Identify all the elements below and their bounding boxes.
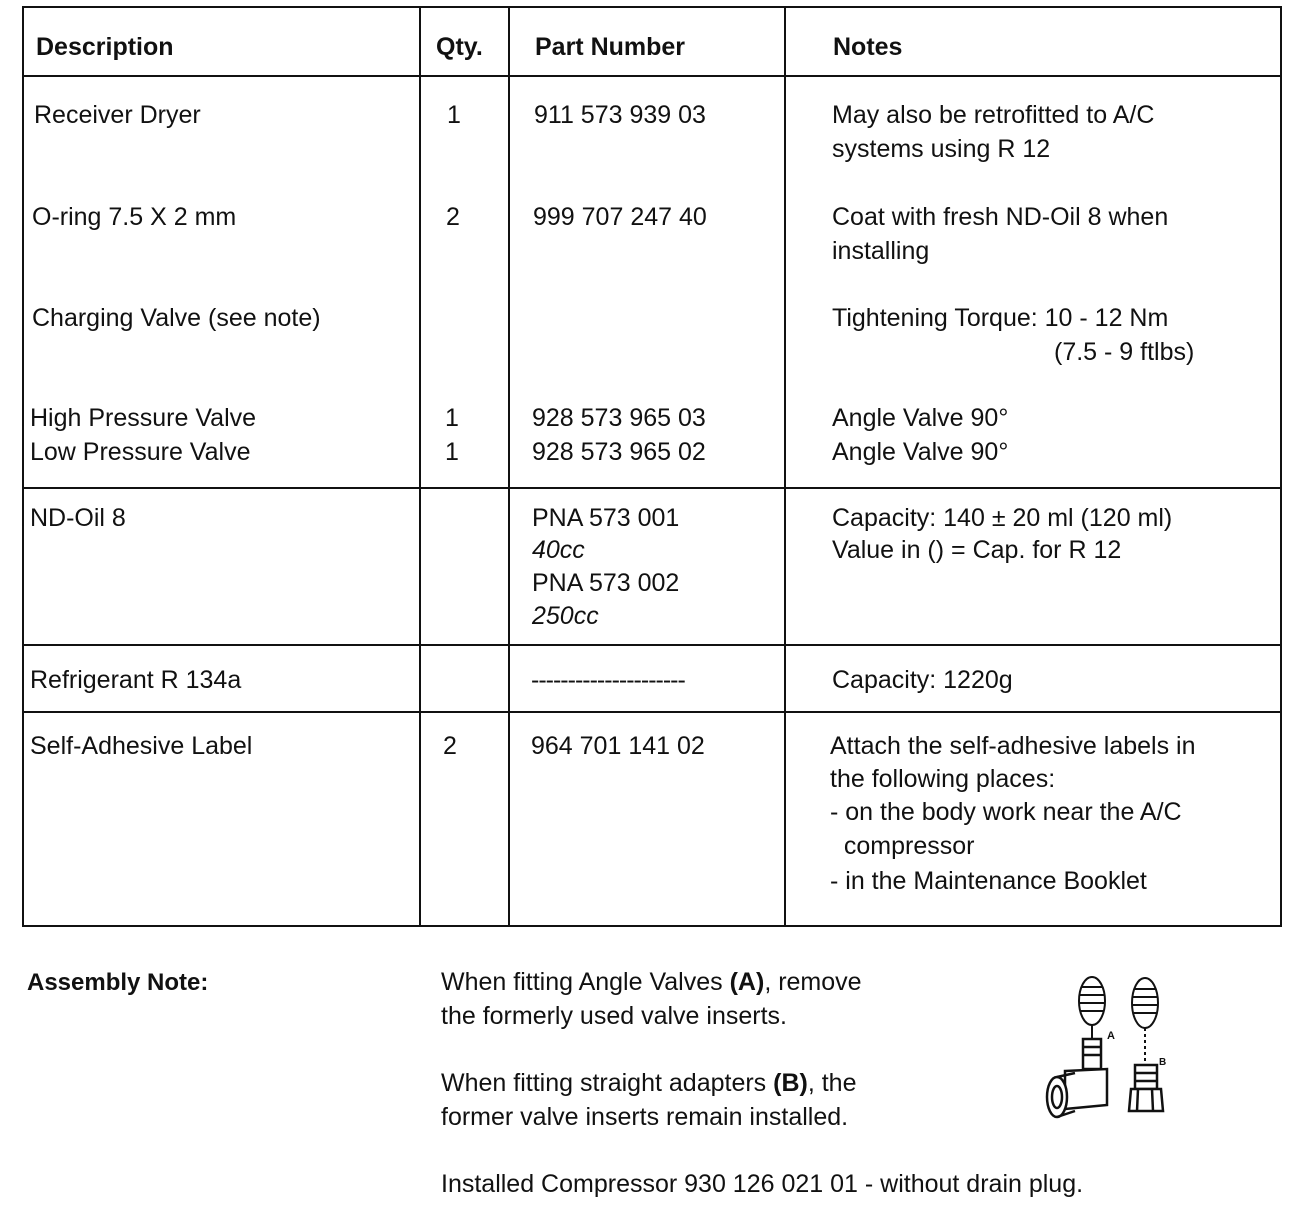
low-pressure-valve-description: Low Pressure Valve [30,438,251,466]
receiver-dryer-notes-line: May also be retrofitted to A/C [832,101,1155,129]
receiver-dryer-qty: 1 [447,101,461,129]
assembly-note-line: former valve inserts remain installed. [441,1103,849,1131]
charging-valve-notes-line: Tightening Torque: 10 - 12 Nm [832,304,1169,332]
low-pressure-valve-qty: 1 [445,438,459,466]
label-notes-line: - on the body work near the A/C [830,798,1182,826]
label-part-number: 964 701 141 02 [531,732,705,760]
nd-oil-size: 250cc [532,602,599,630]
angle-valve-icon [1047,1039,1107,1117]
receiver-dryer-part-number: 911 573 939 03 [534,101,706,129]
o-ring-qty: 2 [446,203,460,231]
straight-adapter-icon [1129,1065,1163,1111]
charging-valve-notes-line: (7.5 - 9 ftlbs) [1054,338,1195,366]
nd-oil-part-number: PNA 573 001 [532,504,680,532]
assembly-note-text: When fitting straight adapters [441,1069,774,1097]
assembly-note-title: Assembly Note: [27,969,209,996]
high-pressure-valve-notes: Angle Valve 90° [832,404,1009,432]
row-divider [24,487,1280,489]
row-divider [24,711,1280,713]
assembly-note-text: , the [807,1069,857,1097]
o-ring-notes-line: Coat with fresh ND-Oil 8 when [832,203,1169,231]
low-pressure-valve-part-number: 928 573 965 02 [532,438,706,466]
high-pressure-valve-qty: 1 [445,404,459,432]
header-notes: Notes [833,33,903,61]
nd-oil-size: 40cc [532,536,585,564]
row-divider [24,644,1280,646]
o-ring-description: O-ring 7.5 X 2 mm [32,203,237,231]
label-description: Self-Adhesive Label [30,732,253,760]
column-divider [784,8,786,927]
column-divider [419,8,421,927]
header-qty: Qty. [436,33,483,61]
receiver-dryer-notes-line: systems using R 12 [832,135,1051,163]
assembly-note-line: the formerly used valve inserts. [441,1002,787,1030]
high-pressure-valve-part-number: 928 573 965 03 [532,404,706,432]
assembly-note-paragraph [441,965,862,999]
nd-oil-description: ND-Oil 8 [30,504,126,532]
valve-insert-b-icon [1132,978,1158,1065]
callout-b: (B) [773,1069,808,1097]
high-pressure-valve-description: High Pressure Valve [30,404,257,432]
assembly-note-paragraph [441,1066,857,1100]
label-notes-line: - in the Maintenance Booklet [830,867,1147,895]
label-notes-line: the following places: [830,765,1056,793]
valve-insert-a-icon [1079,977,1105,1039]
low-pressure-valve-notes: Angle Valve 90° [832,438,1009,466]
illustration-label-a: A [1107,1030,1115,1042]
refrigerant-description: Refrigerant R 134a [30,666,242,694]
nd-oil-notes-line: Value in () = Cap. for R 12 [832,536,1122,564]
nd-oil-part-number: PNA 573 002 [532,569,680,597]
refrigerant-notes: Capacity: 1220g [832,666,1013,694]
assembly-note-text: , remove [764,968,862,996]
nd-oil-notes-line: Capacity: 140 ± 20 ml (120 ml) [832,504,1173,532]
label-qty: 2 [443,732,457,760]
illustration-label-b: B [1159,1057,1167,1068]
parts-table [22,6,1282,927]
o-ring-part-number: 999 707 247 40 [533,203,707,231]
assembly-note-text: When fitting Angle Valves [441,968,730,996]
callout-a: (A) [729,968,765,996]
column-divider [508,8,510,927]
charging-valve-description: Charging Valve (see note) [32,304,321,332]
row-divider [24,75,1280,77]
o-ring-notes-line: installing [832,237,930,265]
compressor-note: Installed Compressor 930 126 021 01 - without drain plug. [441,1170,1084,1198]
header-description: Description [36,33,174,61]
header-part-number: Part Number [535,33,686,61]
valve-illustration [1035,973,1175,1138]
label-notes-line: compressor [830,832,975,860]
receiver-dryer-description: Receiver Dryer [34,101,201,129]
label-notes-line: Attach the self-adhesive labels in [830,732,1196,760]
refrigerant-part-number: --------------------- [531,666,685,694]
